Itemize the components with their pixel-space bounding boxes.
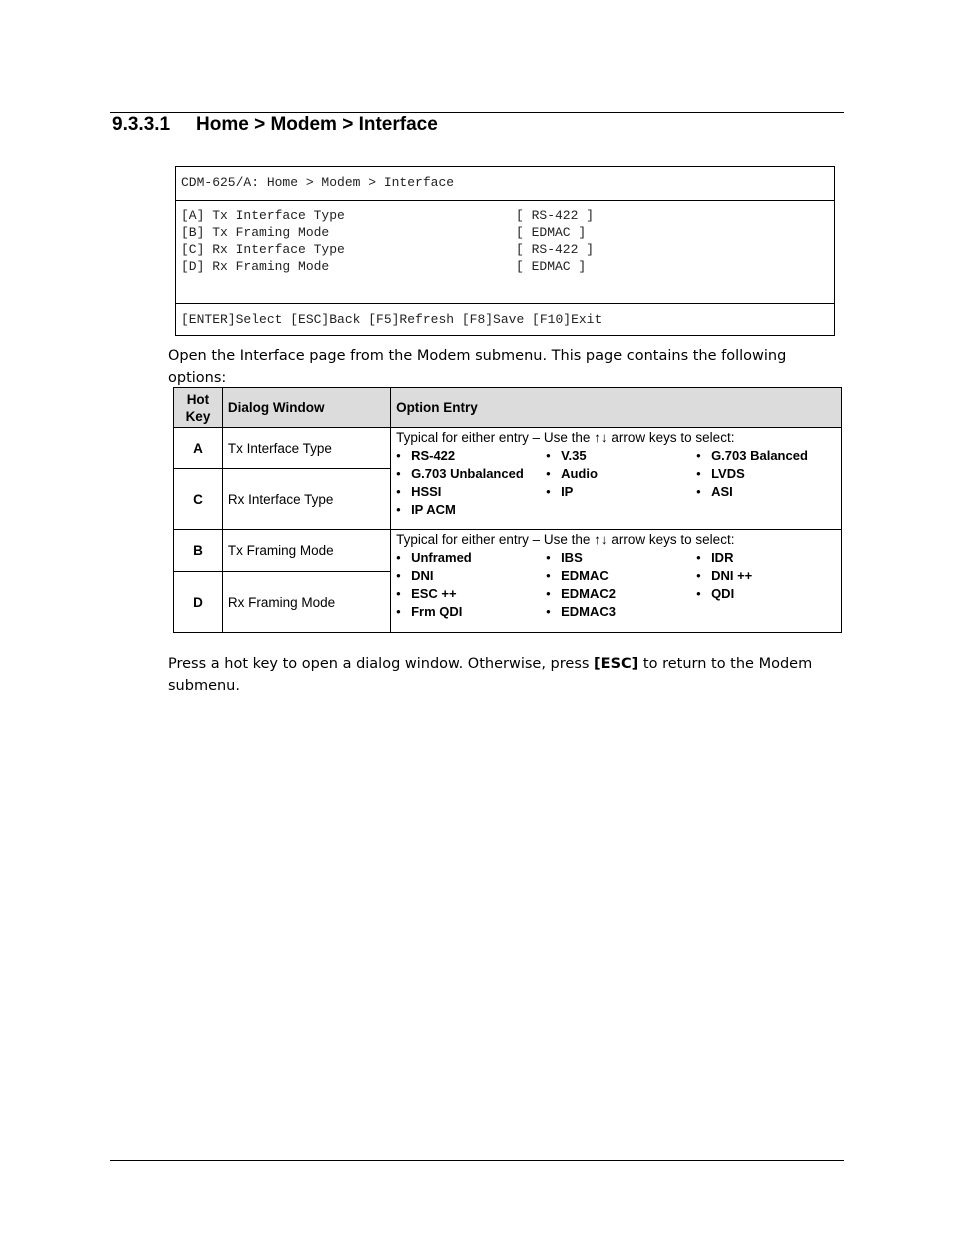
terminal-option-b: [B] Tx Framing Mode <box>181 225 330 240</box>
header-hot-key-line1: Hot <box>186 391 210 407</box>
list-item: • EDMAC3 <box>546 604 696 619</box>
framing-options-cell <box>391 530 842 633</box>
list-item: • IDR <box>696 550 826 565</box>
hot-key-c: C <box>174 469 223 530</box>
table-header-row <box>174 388 842 428</box>
list-item: • DNI <box>396 568 546 583</box>
list-item: • RS-422 <box>396 448 546 463</box>
list-item: • EDMAC <box>546 568 696 583</box>
terminal-option-c: [C] Rx Interface Type <box>181 242 345 257</box>
interface-options-list <box>396 448 836 517</box>
terminal-option-d: [D] Rx Framing Mode <box>181 259 330 274</box>
section-number: 9.3.3.1 <box>112 114 171 135</box>
outro-text-after: to return to the Modem submenu. <box>168 656 813 694</box>
list-item: • HSSI <box>396 484 546 499</box>
terminal-option-a: [A] Tx Interface Type <box>181 208 345 223</box>
list-item: • ESC ++ <box>396 586 546 601</box>
outro-paragraph <box>168 653 818 697</box>
terminal-key-help: [ENTER]Select [ESC]Back [F5]Refresh [F8]Save [F10]Exit <box>181 312 603 327</box>
terminal-value-b: [ EDMAC ] <box>516 225 587 240</box>
table-row <box>174 530 842 572</box>
list-item: • Frm QDI <box>396 604 546 619</box>
list-item: • QDI <box>696 586 826 601</box>
table-row <box>174 428 842 469</box>
list-item: • G.703 Unbalanced <box>396 466 546 481</box>
terminal-divider-bottom <box>176 303 834 304</box>
list-item: • G.703 Balanced <box>696 448 826 463</box>
interface-options-intro: Typical for either entry – Use the ↑↓ arrow keys to select: <box>396 430 735 445</box>
dialog-tx-interface-type: Tx Interface Type <box>222 428 390 469</box>
header-option-entry: Option Entry <box>391 388 842 428</box>
options-table <box>173 387 842 633</box>
terminal-value-c: [ RS-422 ] <box>516 242 595 257</box>
list-item: • ASI <box>696 484 826 499</box>
header-dialog-window: Dialog Window <box>222 388 390 428</box>
interface-options-cell <box>391 428 842 530</box>
list-item: • Audio <box>546 466 696 481</box>
hot-key-d: D <box>174 572 223 633</box>
list-item: • IP ACM <box>396 502 546 517</box>
bottom-rule <box>110 1160 844 1161</box>
section-heading <box>112 114 438 136</box>
dialog-tx-framing-mode: Tx Framing Mode <box>222 530 390 572</box>
dialog-rx-framing-mode: Rx Framing Mode <box>222 572 390 633</box>
outro-text-before: Press a hot key to open a dialog window. Otherwise, press <box>168 656 595 672</box>
terminal-value-a: [ RS-422 ] <box>516 208 595 223</box>
list-item: • EDMAC2 <box>546 586 696 601</box>
terminal-path: CDM-625/A: Home > Modem > Interface <box>181 175 455 190</box>
list-item: • IP <box>546 484 696 499</box>
hot-key-b: B <box>174 530 223 572</box>
section-title: Home > Modem > Interface <box>196 114 438 135</box>
header-hot-key-line2: Key <box>185 408 211 424</box>
header-hot-key <box>174 388 223 428</box>
list-item: • IBS <box>546 550 696 565</box>
esc-key-label: [ESC] <box>594 656 639 672</box>
hot-key-a: A <box>174 428 223 469</box>
top-rule <box>110 112 844 113</box>
terminal-screen <box>175 166 835 336</box>
list-item: • DNI ++ <box>696 568 826 583</box>
framing-options-intro: Typical for either entry – Use the ↑↓ arrow keys to select: <box>396 532 735 547</box>
intro-paragraph: Open the Interface page from the Modem submenu. This page contains the following options: <box>168 348 787 386</box>
terminal-value-d: [ EDMAC ] <box>516 259 587 274</box>
list-item: • LVDS <box>696 466 826 481</box>
list-item: • Unframed <box>396 550 546 565</box>
framing-options-list <box>396 550 836 619</box>
list-item: • V.35 <box>546 448 696 463</box>
dialog-rx-interface-type: Rx Interface Type <box>222 469 390 530</box>
terminal-divider-top <box>176 200 834 201</box>
